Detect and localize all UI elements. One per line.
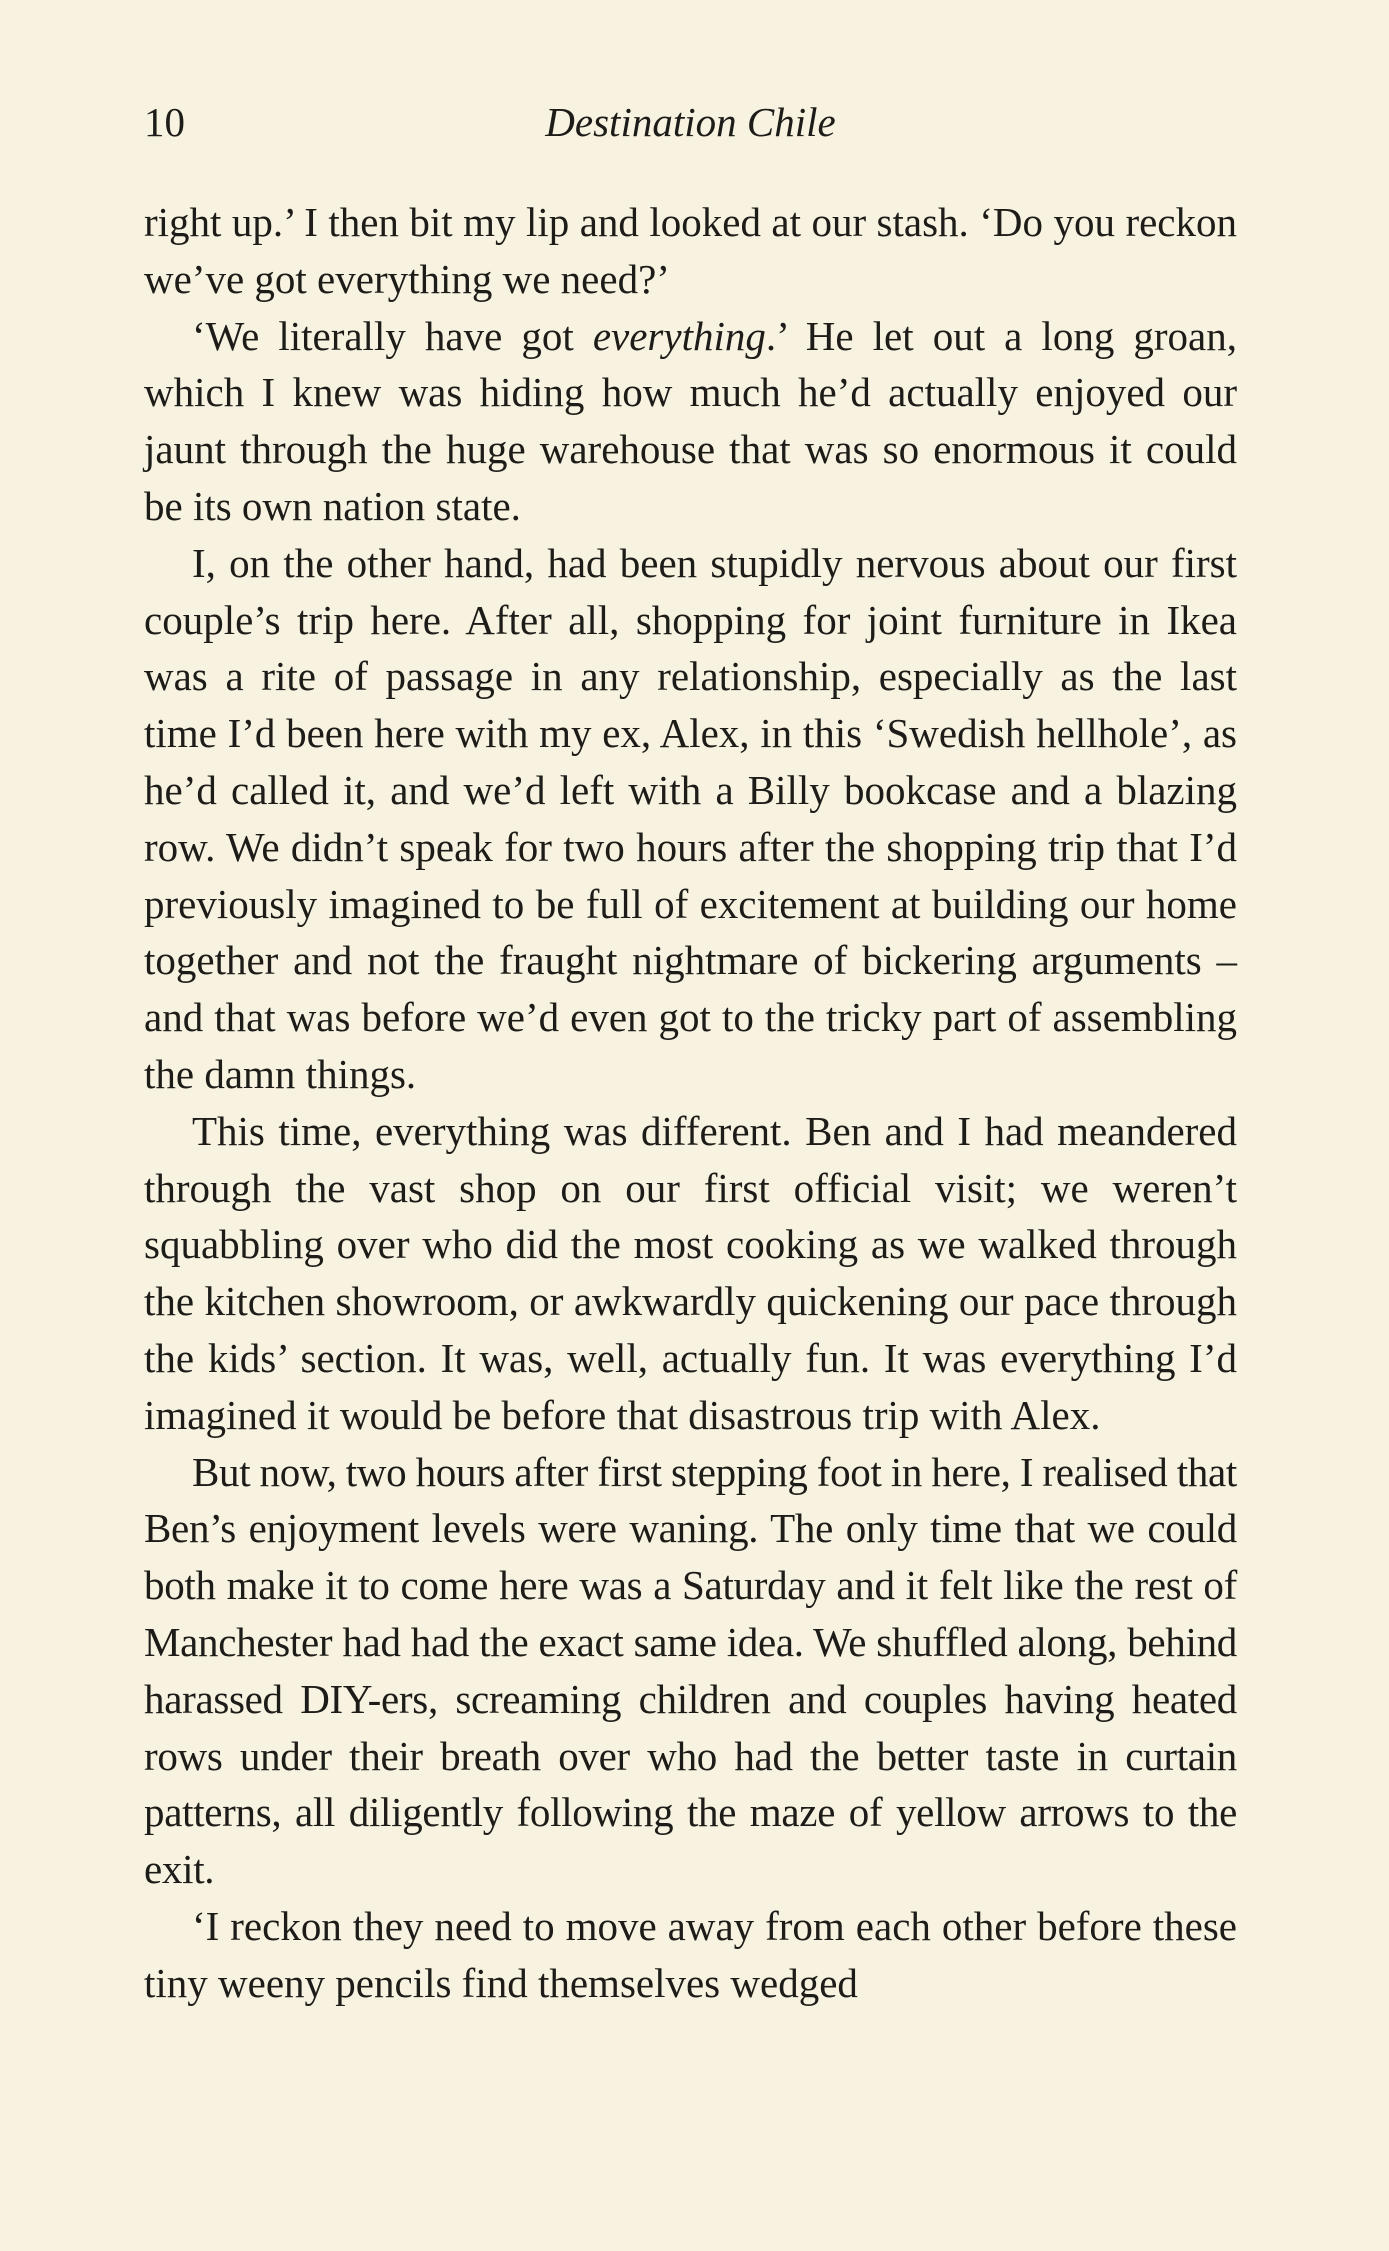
text-run: right up.’ I then bit my lip and looked at our stash. ‘Do you reckon we’ve got everything we need?’ <box>144 199 1237 302</box>
emphasized-text: everything <box>592 312 766 359</box>
text-run: .’ He let out a long groan, which I knew was hiding how much he’d actually enjoyed our jaunt through the huge warehouse that was so enormous it could be its own nation state. <box>144 312 1237 529</box>
paragraph <box>144 1898 1237 2012</box>
text-run: I, on the other hand, had been stupidly nervous about our first couple’s trip here. After all, shopping for joint furniture in Ikea was a rite of passage in any relationship, especially as the last time I’d been here with my ex, Alex, in this ‘Swedish hellhole’, as he’d called it, and we’d left with a Billy bookcase and a blazing row. We didn’t speak for two hours after the shopping trip that I’d previously imagined to be full of excitement at building our home together and not the fraught nightmare of bickering arguments – and that was before we’d even got to the tricky part of assembling the damn things. <box>144 539 1237 1097</box>
paragraph <box>144 308 1237 535</box>
paragraph <box>144 194 1237 308</box>
text-run: ‘We literally have got <box>192 312 593 359</box>
text-run: But now, two hours after first stepping foot in here, I realised that Ben’s enjoyment levels were waning. The only time that we could both make it to come here was a Saturday and it felt like the rest of Manchester had had the exact same idea. We shuffled along, behind harassed DIY-ers, screaming children and couples having heated rows under their breath over who had the better taste in curtain patterns, all diligently following the maze of yellow arrows to the exit. <box>144 1448 1237 1893</box>
body-text <box>144 194 1237 2012</box>
text-run: This time, everything was different. Ben and I had meandered through the vast shop on our first official visit; we weren’t squabbling over who did the most cooking as we walked through the kitchen showroom, or awkwardly quickening our pace through the kids’ section. It was, well, actually fun. It was everything I’d imagined it would be before that disastrous trip with Alex. <box>144 1107 1237 1438</box>
paragraph <box>144 1444 1237 1898</box>
paragraph <box>144 535 1237 1103</box>
text-run: ‘I reckon they need to move away from each other before these tiny weeny pencils find themselves wedged <box>144 1902 1237 2006</box>
paragraph <box>144 1103 1237 1444</box>
running-title: Destination Chile <box>545 99 836 145</box>
page-header <box>144 92 1237 152</box>
page-number: 10 <box>144 99 185 145</box>
